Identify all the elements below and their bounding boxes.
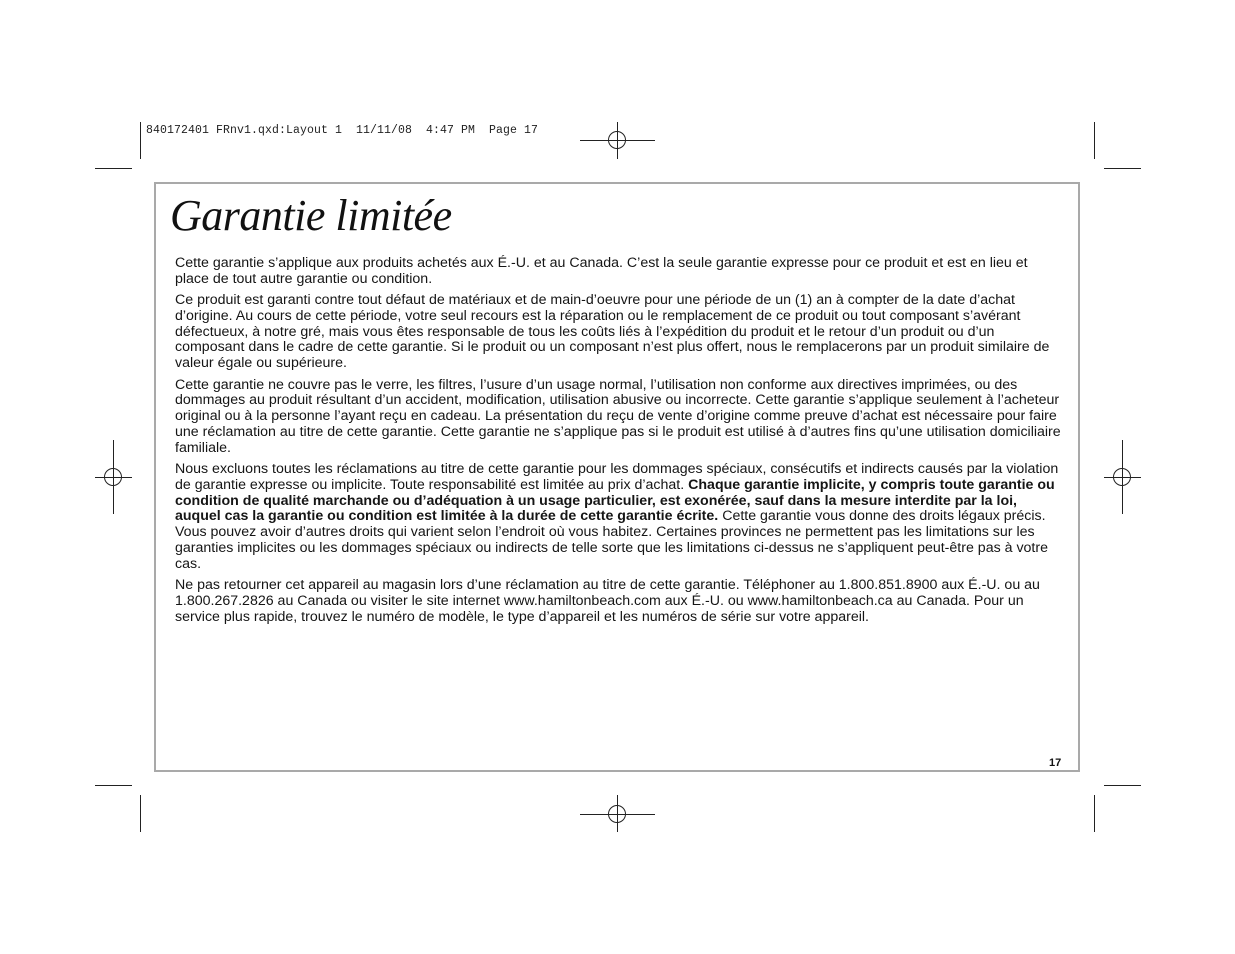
limitations-text-end: Cette garantie vous donne des droits légaux précis. Vous pouvez avoir d’autres droits qui varient selon l’endroit où vous habitez. Certaines provinces ne permettent pas les limitations sur les garanties implicites ou les dommages spéciaux ou indirects de telle sorte que les limitations ci-dessus ne s’appliquent peut-être pas à votre cas. bbox=[175, 508, 1048, 572]
crop-mark bbox=[1094, 122, 1095, 159]
crop-mark bbox=[1104, 785, 1141, 786]
crop-mark bbox=[140, 122, 141, 159]
paragraph-limitations bbox=[175, 462, 1063, 573]
crop-mark bbox=[1104, 168, 1141, 169]
crop-mark bbox=[140, 795, 141, 832]
page-title: Garantie limitée bbox=[170, 191, 452, 240]
warranty-text bbox=[175, 256, 1063, 631]
page-number: 17 bbox=[1049, 757, 1062, 769]
crop-mark bbox=[95, 168, 132, 169]
crop-mark bbox=[95, 785, 132, 786]
paragraph-coverage: Ce produit est garanti contre tout défaut de matériaux et de main-d’oeuvre pour une période de un (1) an à compter de la date d’achat d’origine. Au cours de cette période, votre seul recours est la réparation ou le remplacement de ce produit ou tout composant s’avérant défectueux, à notre gré, mais vous êtes responsable de tous les coûts liés à l’expédition du produit et le retour d’un produit ou d’un composant dans le cadre de cette garantie. Si le produit ou un composant n’est plus offert, nous le remplacerons par un produit similaire de valeur égale ou supérieure. bbox=[175, 292, 1050, 372]
crop-mark bbox=[1094, 795, 1095, 832]
paragraph-scope: Cette garantie s’applique aux produits achetés aux É.-U. et au Canada. C’est la seule garantie expresse pour ce produit et est en lieu et place de tout autre garantie ou condition. bbox=[175, 255, 1028, 287]
print-slug: 840172401 FRnv1.qxd:Layout 1 11/11/08 4:47 PM Page 17 bbox=[146, 124, 539, 137]
paragraph-exclusions: Cette garantie ne couvre pas le verre, les filtres, l’usure d’un usage normal, l’utilisation non conforme aux directives imprimées, ou des dommages au produit résultant d’un accident, modification, utilisation abusive ou incorrecte. Cette garantie s’applique seulement à l’acheteur original ou à la personne l’ayant reçu en cadeau. La présentation du reçu de vente d’origine comme preuve d’achat est nécessaire pour faire une réclamation au titre de cette garantie. Cette garantie ne s’applique pas si le produit est utilisé à d’autres fins qu’une utilisation domiciliaire familiale. bbox=[175, 376, 1061, 456]
paragraph-contact: Ne pas retourner cet appareil au magasin lors d’une réclamation au titre de cette garantie. Téléphoner au 1.800.851.8900 aux É.-U. ou au 1.800.267.2826 au Canada ou visiter le site internet www.hamiltonbeach.com aux É.-U. ou www.hamiltonbeach.ca au Canada. Pour un service plus rapide, trouvez le numéro de modèle, le type d’appareil et les numéros de série sur votre appareil. bbox=[175, 577, 1040, 625]
limitations-text-start: Nous excluons toutes les réclamations au titre de cette garantie pour les dommages spéciaux, consécutifs et indirects causés par la violation de garantie expresse ou implicite. Toute responsabilité est limitée au prix d’achat. bbox=[175, 461, 1059, 493]
limitations-bold-text: Chaque garantie implicite, y compris toute garantie ou condition de qualité marchande ou d’adéquation à un usage particulier, est exonérée, sauf dans la mesure interdite par la loi, auquel cas la garantie ou condition est limitée à la durée de cette garantie écrite. bbox=[175, 476, 1055, 525]
